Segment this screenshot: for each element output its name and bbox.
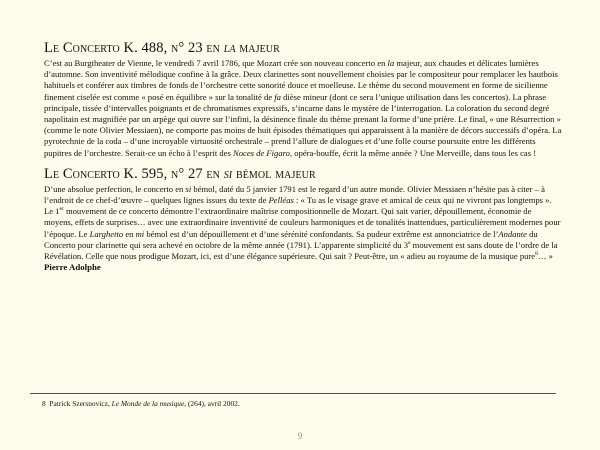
text-run: majeur, aux chaudes et délicates lumières d’automne. Son inventivité mélodique confine à la grâce. Deux clarinettes sont nouvellement choisies par le compositeur pour remplacer les hautbois habituels et conférer aux timbres de fonds de l’orchestre cette sonorité douce et moelleuse. Le thème du second mouvement en forme de sicilienne finement ciselée est comme « posé en équilibre » sur la tonalité de — [44, 58, 558, 102]
author-signature: Pierre Adolphe — [44, 262, 101, 273]
text-run: dièse mineur (dont ce sera l’unique utilisation dans les concertos). La phrase principale, tissée d’intervalles poignants et de chromatismes expressifs, s’incarne dans le mystère de l’interrogation. La coloration du second degré napolitain est magnifiée par un arpège qui ouvre sur l’infini, la désinence finale du thème prenant la forme d’une prière. Le final, « une Résurrection » (comme le note Olivier Messiaen), ne comporte pas moins de huit épisodes thématiques qui apparaissent à la manière de décors successifs d’opéra. La pyrotechnie de la coda – d’une incroyable virtuosité orchestrale – prend l’allure de dialogues et d’une folle course poursuite entre les différents pupitres de l’orchestre. Serait-ce un écho à l’esprit des — [44, 91, 562, 158]
text-run: fa — [274, 91, 281, 102]
paragraph-k595 — [44, 184, 562, 262]
text-run: la — [387, 58, 395, 68]
page-number: 9 — [297, 431, 303, 441]
section-title-k595: Le Concerto K. 595, n° 27 en si bémol majeur — [44, 165, 316, 182]
text-run: Noces de Figaro — [233, 147, 290, 158]
page-content — [44, 40, 562, 274]
text-run: : « Tu as le visage grave et amical de ceux qui ne vivront pas longtemps ». Le 1 — [44, 195, 552, 217]
paragraph-k488 — [44, 58, 562, 159]
text-run: bémol, daté du 5 janvier 1791 est le regard d’un autre monde. Olivier Messiaen n’hésite pas à citer – à l’endroit de ce chef-d’œuvre – quelques lignes issues du texte de — [44, 183, 545, 206]
text-run: er — [59, 206, 64, 213]
text-run: 8 — [535, 251, 538, 258]
text-run: bémol est d’un dépouillement et d’une sérénité confondants. Sa pudeur extrême est annonciatrice de l’ — [144, 228, 499, 239]
text-run: Larghetto — [89, 228, 124, 239]
text-run: du Concerto pour clarinette qui sera achevé en octobre de la même année (1791). L’apparente simplicité du 3 — [44, 228, 538, 250]
text-run: C’est au Burgtheater de Vienne, le vendredi 7 avril 1786, que Mozart crée son nouveau concerto en — [44, 58, 388, 68]
text-run: … » — [537, 251, 553, 262]
text-run: mi — [135, 228, 145, 239]
text-run: mouvement est sans doute de l’ordre de la Révélation. Celle que nous prodigue Mozart, ici, est d’une élégance supérieure. Qui sait ? Peut-être, un « adieu au royaume de la musique pure — [44, 239, 558, 262]
section-title-k488: Le Concerto K. 488, n° 23 en la majeur — [44, 40, 280, 56]
text-run: Pelléas — [268, 195, 294, 206]
footnote: 8 Patrick Szersnovicz, Le Monde de la musique, (264), avril 2002. — [42, 399, 240, 408]
text-run: e — [408, 239, 411, 246]
text-run: en — [123, 228, 136, 239]
text-run: Andante — [498, 228, 527, 239]
text-run: mouvement de ce concerto démontre l’extraordinaire maîtrise compositionnelle de Mozart. Qui sait varier, dépouillement, économie de moyens, effets de surprises… avec une extraordinaire inventivité de couleurs harmoniques et de tonalités inattendues, particulièrement modernes pour l’époque. Le — [44, 206, 561, 239]
text-run: D’une absolue perfection, le concerto en — [44, 183, 186, 194]
text-run: si — [185, 183, 192, 194]
footnote-divider — [30, 393, 556, 394]
text-run: , opéra-bouffe, écrit la même année ? Une Merveille, dans tous les cas ! — [289, 147, 537, 158]
